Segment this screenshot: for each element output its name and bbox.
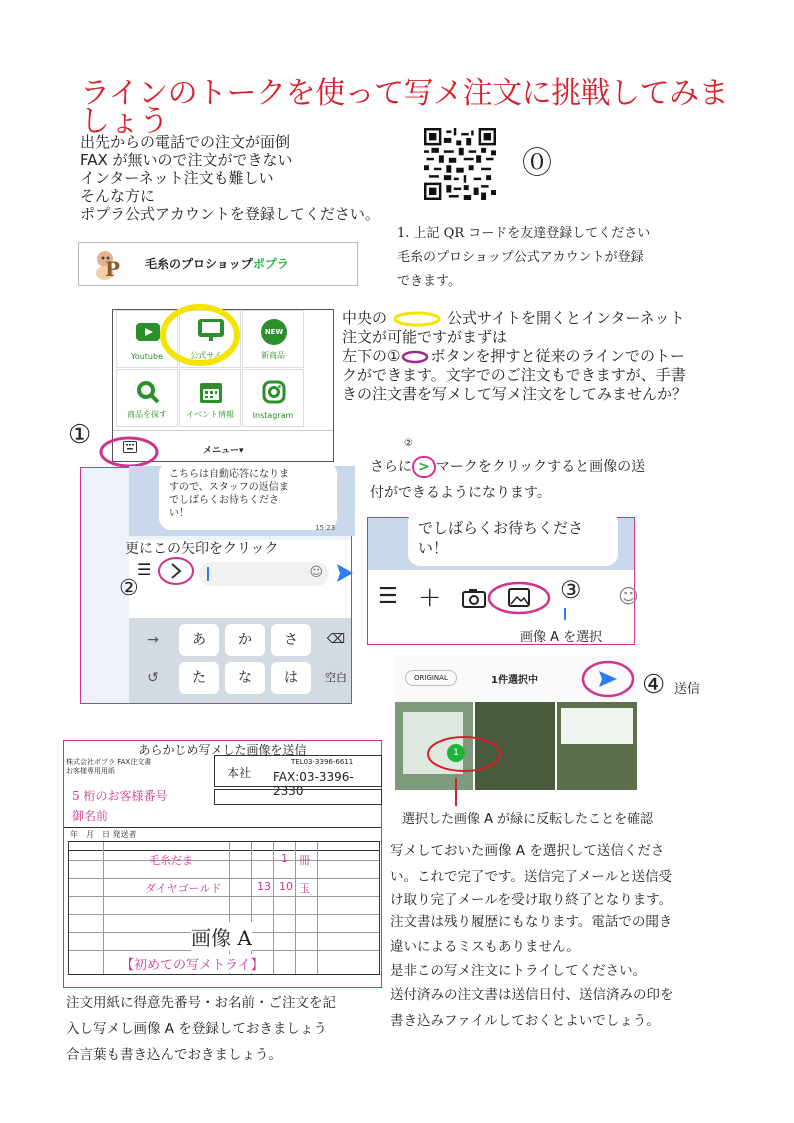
logo-letter: P [105,257,121,281]
form-small-grid [214,789,382,805]
mid-text: ボタンを押すと従来のラインでのトー [430,347,686,365]
form-item2: ダイヤゴールド [145,882,222,895]
selection-count-badge[interactable]: 1 [447,744,465,762]
selected-count-header: 1件選択中 [491,675,538,686]
step1-line: 毛糸のプロショップ公式アカウントが登録 [397,250,644,265]
emoji-icon[interactable]: ☺ [309,565,323,580]
send-image-screenshot [395,656,637,790]
final-line: い。これで完了です。送信完了メールと送信受 [390,869,673,885]
bubble-line: でしばらくお待ちくださ [169,495,279,506]
form-col-line [317,842,318,974]
menu-search-products[interactable] [116,369,178,427]
bottom-line: 合言葉も書き込んでおきましょう。 [66,1047,282,1063]
mid-line: きの注文書を写メして写メ注文をしてみませんか？ [342,385,688,403]
keyboard-key[interactable]: ↺ [147,670,159,686]
new-badge: NEW [261,319,287,345]
menu-label: 公式サイト [190,351,230,360]
form-company-sub: お客様専用用紙 [66,767,115,775]
form-col-line [295,842,296,974]
bubble-line: こちらは自動応答になりま [169,469,289,480]
banner-title [145,255,289,272]
step-zero-number: ⓪ [522,146,552,181]
final-line: け取り完了メールを受け取り終了となります。 [390,892,673,908]
step2-text-part: さらに [370,459,412,475]
chevron-mark: > [412,456,436,478]
form-col-line [103,842,104,974]
menu-new-products[interactable] [242,310,304,368]
message-input[interactable] [199,562,329,586]
final-line: 違いによるミスもありません。 [390,939,580,955]
chevron-right-button[interactable] [157,556,195,586]
keyboard-key[interactable]: さ [271,624,311,656]
form-fax: FAX:03-3396-2330 [273,770,354,798]
backspace-key[interactable]: ⌫ [326,632,346,647]
youtube-icon [136,323,160,341]
send-icon[interactable] [337,564,353,582]
form-row-line [69,860,379,861]
bubble-line: い！ [169,508,189,519]
keyboard-key[interactable]: → [147,632,159,648]
final-line: 写メしておいた画像 A を選択して送信くださ [390,843,665,859]
form-table-head [69,842,379,851]
form-honsha: 本社 [227,766,252,780]
chat-bubble [408,510,618,566]
step2-text [370,442,645,506]
bubble-line: すので、スタッフの返信ま [169,482,289,493]
mid-line [342,309,722,328]
form-item1-unit: 冊 [299,854,310,867]
menu-events[interactable] [179,369,241,427]
intro-line: 出先からの電話での注文が面倒 [80,133,291,151]
form-table [68,841,380,975]
camera-icon[interactable] [462,588,486,608]
form-customer-no: 5 桁のお客様番号 [72,789,168,803]
divider [113,430,333,431]
step2-text-part: マークをクリックすると画像の送 [435,459,646,475]
text-cursor [564,608,566,620]
plus-icon[interactable]: + [418,580,442,613]
form-name: 御名前 [72,809,109,823]
text-cursor [207,567,209,581]
intro-line: そんな方に [80,187,156,205]
form-item2-a: 13 [257,880,271,893]
step2-small-number: ② [404,438,413,449]
form-first-try: 【初めての写メトライ】 [121,954,264,973]
form-item1: 毛糸だま [149,854,193,867]
form-image-label: 画像 A [191,922,252,951]
step2-line: 付ができるようになります。 [370,485,551,501]
order-form-image [63,740,382,988]
bubble-line: でしばらくお待ちくださ [418,519,584,537]
space-key[interactable]: 空白 [325,671,347,684]
form-row-line [69,878,379,879]
image-button-ring[interactable] [486,580,552,616]
final-line: 注文書は残り履歴にもなります。電話での聞き [390,914,673,930]
image-picker-screenshot [367,517,639,645]
chat-bubble [159,462,337,530]
intro-line: インターネット注文も難しい [80,169,274,187]
form-rule [64,827,381,828]
step1-line: できます。 [397,274,461,289]
keyboard-key[interactable]: た [179,662,219,694]
menu-label: Instagram [252,411,294,420]
menu-label: 商品を探す [127,410,167,419]
menu-explanation [342,309,722,404]
step-one-number: ① [68,420,92,450]
mid-line [342,347,722,366]
send-label: 送信 [674,682,701,697]
bottom-line: 注文用紙に得意先番号・お名前・ご注文を記 [66,995,336,1011]
keyboard-key[interactable]: あ [179,624,219,656]
step1-text [397,222,650,294]
menu-thumb [561,708,633,744]
chat-screenshot [80,467,352,704]
step2-line [370,454,645,480]
menu-lines-icon[interactable]: ☰ [378,584,398,609]
final-line: 送付済みの注文書は送信日付、送信済みの印を [390,987,674,1003]
highlight-ring-yellow [159,303,241,367]
final-line: 書き込みファイルしておくとよいでしょう。 [390,1013,660,1029]
mid-line: 注文が可能ですがまずは [342,328,508,346]
selection-confirm-text: 選択した画像 A が緑に反転したことを確認 [402,812,654,827]
yellow-oval-icon [391,311,443,327]
keyboard [129,618,351,703]
bottom-line: 入し写メし画像 A を登録しておきましょう [66,1021,327,1037]
menu-footer[interactable]: メニュー▾ [203,446,244,456]
bubble-line: い！ [418,539,449,557]
step-three-number: ③ [560,576,582,604]
form-header: あらかじめ写メした画像を送信 [138,743,307,757]
mid-text: 左下の① [342,347,401,365]
pink-oval-icon [400,350,430,364]
mid-line: クができます。文字でのご注文もできますが、手書 [342,366,686,384]
photo-thumb[interactable] [557,702,637,790]
keyboard-key[interactable]: な [225,662,265,694]
step1-line: 1. 上記 QR コードを友達登録してください [397,226,651,241]
pointer-line [455,778,457,806]
form-tel: TEL03-3396-6611 [291,758,354,766]
step-four-number: ④ [642,670,666,700]
instagram-icon [262,380,286,404]
qr-code[interactable] [424,128,496,200]
form-item2-b: 10 [279,880,293,893]
menu-label: Youtube [131,352,163,361]
step-two-number: ② [119,576,139,601]
banner-title-accent: ポプラ [252,257,289,271]
mid-text: 中央の [342,309,388,327]
form-row-line [69,896,379,897]
highlight-ring-pink [98,435,160,469]
calendar-icon [199,380,223,404]
menu-instagram[interactable] [242,369,304,427]
intro-line: FAX が無いので注文ができない [80,151,293,169]
selection-ring [425,734,503,774]
arrow-instruction: 更にこの矢印をクリック [125,541,279,557]
search-icon [136,380,160,404]
form-row-line [69,914,379,915]
form-instructions [66,990,336,1068]
select-image-caption: 画像 A を選択 [520,630,603,645]
form-item2-c: 玉 [299,882,310,895]
mid-text: 公式サイトを開くとインターネット [447,309,685,327]
menu-lines-icon[interactable]: ☰ [137,560,152,579]
send-button-ring[interactable] [581,660,635,698]
menu-label: 新商品 [261,351,285,360]
form-item1-qty: 1 [281,852,288,865]
poplar-account-banner[interactable] [78,242,358,286]
form-company: 株式会社ポプラ FAX注文書 [66,758,152,766]
keyboard-key[interactable]: は [271,662,311,694]
completion-text [390,838,674,1034]
form-date-row: 年 月 日 発送者 [70,830,137,839]
intro-text [80,133,380,223]
page-title: ラインのトークを使って写メ注文に挑戦してみましょう [80,76,729,139]
intro-line: ポプラ公式アカウントを登録してください。 [80,205,380,223]
original-toggle[interactable]: ORIGINAL [405,670,457,686]
form-contact-box [214,755,382,798]
keyboard-key[interactable]: か [225,624,265,656]
chat-time: 15:23 [315,524,336,532]
final-line: 是非この写メ注文にトライしてください。 [390,963,647,979]
emoji-icon[interactable]: ☺ [618,584,639,608]
menu-label: イベント情報 [186,410,234,419]
banner-title-main: 毛糸のプロショップ [145,257,253,271]
form-col-line [273,842,274,974]
